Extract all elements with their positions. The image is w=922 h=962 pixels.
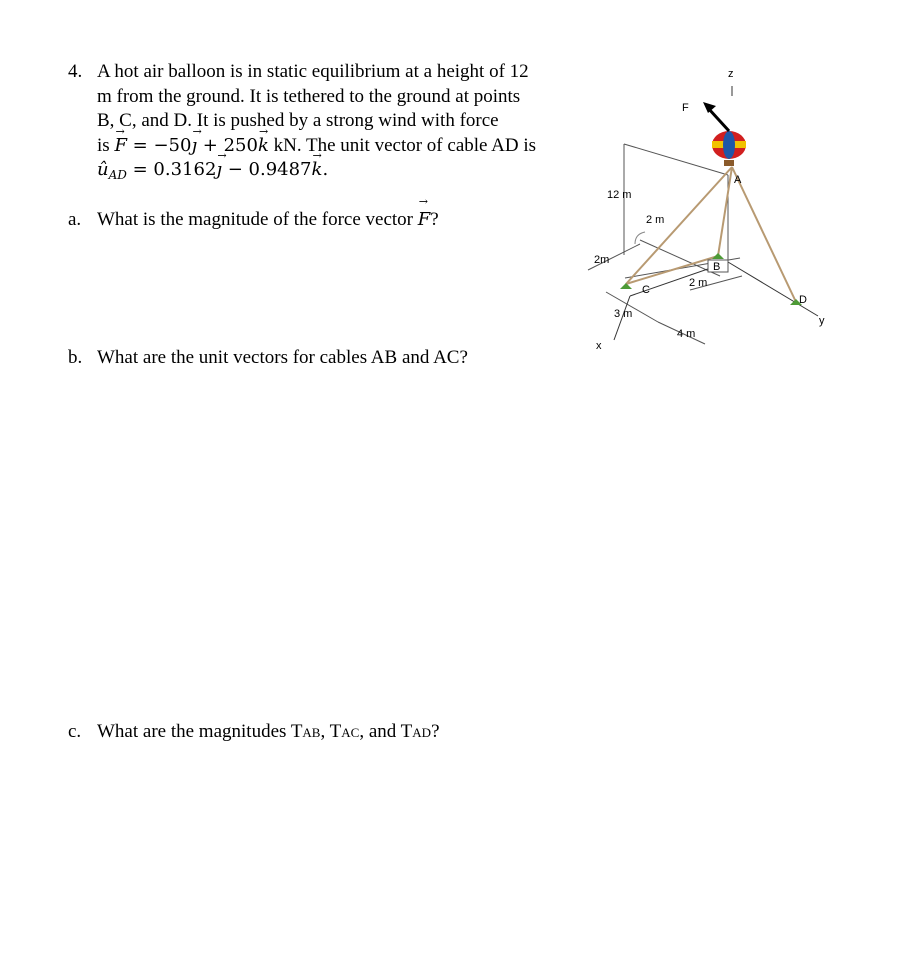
label-d: D	[799, 294, 807, 306]
unit-j: ȷ →	[216, 158, 222, 183]
question-a-label: a.	[68, 209, 82, 230]
question-c	[68, 721, 440, 743]
unit-k: k →	[312, 158, 323, 183]
label-a: A	[734, 174, 742, 186]
y-axis	[728, 262, 818, 316]
anchor-b	[712, 253, 724, 259]
label-b: B	[713, 261, 721, 273]
dim-2m-left: 2m	[594, 254, 610, 266]
axes	[614, 86, 818, 340]
problem-line-1: A hot air balloon is in static equilibrium at a height of 12	[97, 61, 529, 82]
force-expression	[114, 135, 268, 156]
unit-minus: − 0.9487	[222, 159, 312, 180]
cables	[626, 167, 796, 302]
problem-line-2: m from the ground. It is tethered to the ground at points	[97, 85, 521, 107]
tension-ad-sub: AD	[412, 725, 432, 740]
hot-air-balloon	[712, 131, 746, 166]
label-x: x	[596, 340, 602, 352]
anchor-c	[620, 283, 632, 289]
tension-ac-sub: AC	[341, 725, 360, 740]
sep-1: ,	[320, 721, 330, 742]
force-k: k →	[258, 134, 269, 159]
tension-ab: T	[290, 721, 303, 742]
force-symbol: F →	[114, 134, 127, 159]
dim-12m: 12 m	[607, 189, 632, 201]
unit-vector-equation	[97, 158, 568, 188]
question-c-text: What are the magnitudes	[97, 721, 291, 742]
balloon-diagram	[570, 60, 830, 360]
sep-2: , and	[359, 721, 401, 742]
unit-sub: AD	[108, 168, 127, 182]
question-a-vector: F →	[418, 209, 431, 230]
label-c: C	[642, 284, 650, 296]
question-a	[68, 209, 439, 231]
question-b-text: What are the unit vectors for cables AB and AC?	[97, 347, 468, 368]
question-c-label: c.	[68, 721, 82, 742]
problem-line-3: B, C, and D. It is pushed by a strong wind with force	[97, 110, 499, 131]
dim-4m: 4 m	[677, 328, 696, 340]
unit-end: .	[322, 159, 329, 180]
force-prefix: is	[97, 134, 110, 156]
force-unit: kN. The unit vector of cable AD is	[268, 134, 537, 156]
dim-3m: 3 m	[614, 308, 633, 320]
question-b	[68, 347, 468, 369]
question-a-text: What is the magnitude of the force vector	[97, 209, 418, 230]
force-arrow-head	[703, 102, 716, 113]
force-arrow	[703, 102, 729, 131]
cable-ad	[732, 167, 796, 302]
force-arrow-shaft	[708, 108, 729, 131]
tension-ac: T	[329, 721, 342, 742]
dim-2m-top: 2 m	[646, 214, 665, 226]
unit-symbol: û	[97, 159, 109, 180]
question-a-end: ?	[430, 209, 439, 230]
force-eq: = −50	[126, 134, 192, 156]
tension-ad: T	[400, 721, 413, 742]
force-equation	[97, 134, 568, 159]
problem-number: 4.	[68, 61, 83, 82]
problem-statement	[68, 60, 568, 188]
top-reference-line	[624, 144, 728, 175]
question-b-label: b.	[68, 347, 83, 368]
question-c-end: ?	[431, 721, 440, 742]
force-plus: + 250	[197, 134, 258, 156]
dim-2m-right: 2 m	[689, 277, 708, 289]
force-j: ȷ →	[191, 134, 197, 159]
unit-eq: = 0.3162	[126, 159, 217, 180]
label-z: z	[728, 68, 734, 80]
tension-ab-sub: AB	[302, 725, 321, 740]
balloon-center	[723, 131, 735, 159]
label-f: F	[682, 102, 689, 114]
angle-arc	[635, 232, 645, 244]
balloon-basket	[724, 160, 734, 166]
label-y: y	[819, 315, 825, 327]
